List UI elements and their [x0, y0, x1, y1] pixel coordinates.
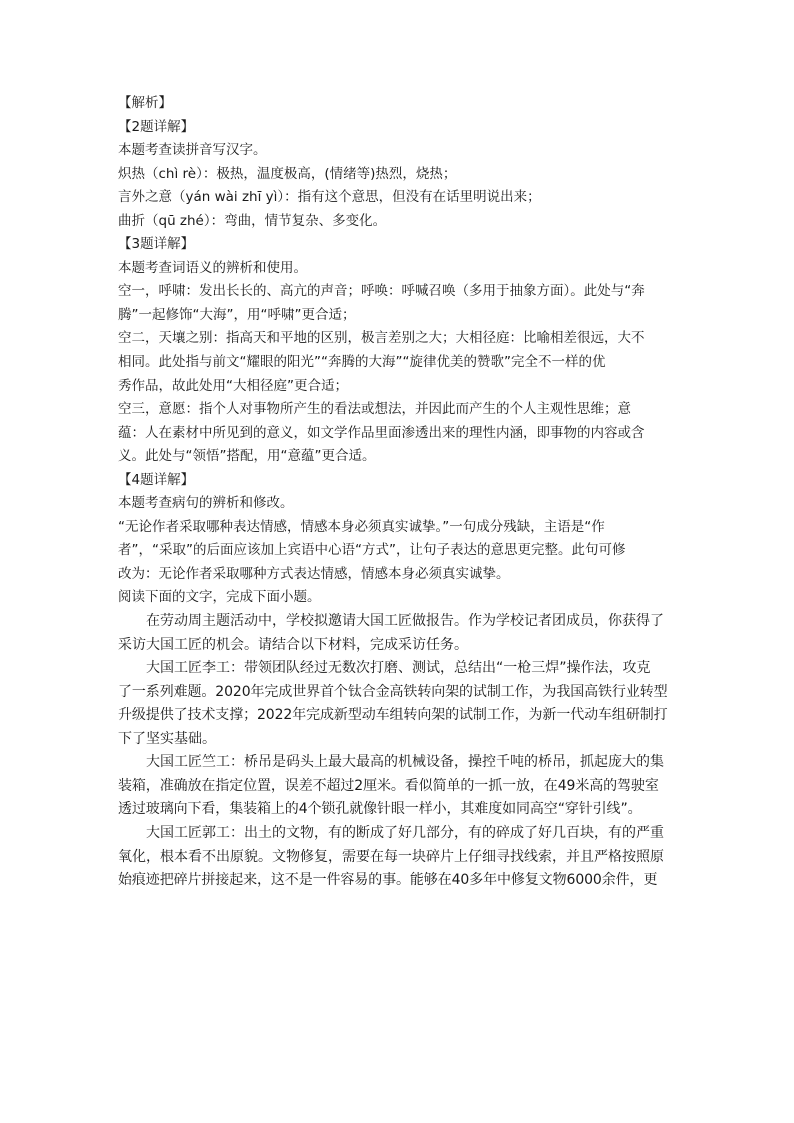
q2-heading: 【2题详解】 — [118, 118, 195, 135]
q3-heading: 【3题详解】 — [118, 236, 195, 253]
q4-intro: 本题考查病句的辨析和修改。 — [118, 495, 294, 512]
reading-instruction: 阅读下面的文字，完成下面小题。 — [118, 589, 321, 606]
q3-line: 空三，意愿：指个人对事物所产生的看法或想法，并因此而产生的个人主观性思维；意 — [118, 401, 631, 418]
reading-paragraph-line: 了一系列难题。2020年完成世界首个钛合金高铁转向架的试制工作，为我国高铁行业转型 — [118, 683, 668, 700]
reading-paragraph-line: 采访大国工匠的机会。请结合以下材料，完成采访任务。 — [118, 636, 468, 653]
reading-paragraph-line: 在劳动周主题活动中，学校拟邀请大国工匠做报告。作为学校记者团成员，你获得了 — [146, 613, 664, 630]
q4-line: 者”，“采取”的后面应该加上宾语中心语“方式”，让句子表达的意思更完整。此句可修 — [118, 542, 626, 559]
q3-line: 腾”一起修饰“大海”，用“呼啸”更合适； — [118, 306, 356, 323]
reading-paragraph-line: 升级提供了技术支撑；2022年完成新型动车组转向架的试制工作，为新一代动车组研制打 — [118, 707, 668, 724]
q3-line: 相同。此处指与前文“耀眼的阳光”“奔腾的大海”“旋律优美的赞歌”完全不一样的优 — [118, 354, 606, 371]
document-page — [118, 92, 678, 893]
q3-line: 空二，天壤之别：指高天和平地的区别，极言差别之大；大相径庭：比喻相差很远，大不 — [118, 330, 645, 347]
reading-paragraph-line: 下了坚实基础。 — [118, 730, 216, 747]
reading-paragraph-line: 大国工匠李工：带领团队经过无数次打磨、测试，总结出“一枪三焊”操作法，攻克 — [146, 660, 651, 677]
reading-paragraph-line: 氧化，根本看不出原貌。文物修复，需要在每一块碎片上仔细寻找线索，并且严格按照原 — [118, 848, 664, 865]
q3-line: 秀作品，故此处用“大相径庭”更合适； — [118, 377, 348, 394]
q3-line: 蕴：人在素材中所见到的意义，如文学作品里面渗透出来的理性内涵，即事物的内容或含 — [118, 424, 645, 441]
q3-intro: 本题考查词语义的辨析和使用。 — [118, 259, 307, 276]
reading-paragraph-line: 大国工匠郭工：出土的文物，有的断成了好几部分，有的碎成了好几百块，有的严重 — [146, 824, 664, 841]
reading-paragraph-line: 始痕迹把碎片拼接起来，这不是一件容易的事。能够在40多年中修复文物6000余件，更 — [118, 872, 658, 889]
q3-line: 空一，呼啸：发出长长的、高亢的声音；呼唤：呼喊召唤（多用于抽象方面）。此处与“奔 — [118, 283, 645, 300]
q2-item: 曲折（qū zhé）：弯曲，情节复杂、多变化。 — [118, 212, 387, 229]
q2-item: 言外之意（yán wài zhī yì）：指有这个意思，但没有在话里明说出来； — [118, 189, 541, 206]
analysis-heading: 【解析】 — [118, 95, 172, 111]
reading-paragraph-line: 大国工匠竺工：桥吊是码头上最大最高的机械设备，操控千吨的桥吊，抓起庞大的集 — [146, 754, 664, 771]
q2-intro: 本题考查读拼音写汉字。 — [118, 142, 267, 159]
q4-heading: 【4题详解】 — [118, 471, 195, 488]
q4-line: 改为：无论作者采取哪种方式表达情感，情感本身必须真实诚挚。 — [118, 565, 510, 582]
q2-item: 炽热（chì rè）：极热，温度极高，(情绪等)热烈，烧热； — [118, 165, 457, 182]
q4-line: “无论作者采取哪种表达情感，情感本身必须真实诚挚。”一句成分残缺，主语是“作 — [118, 518, 605, 535]
q3-line: 义。此处与“领悟”搭配，用“意蕴”更合适。 — [118, 448, 376, 465]
reading-paragraph-line: 透过玻璃向下看，集装箱上的4个锁孔就像针眼一样小，其难度如同高空“穿针引线”。 — [118, 801, 642, 818]
reading-paragraph-line: 装箱，准确放在指定位置，误差不超过2厘米。看似简单的一抓一放，在49米高的驾驶室 — [118, 777, 659, 794]
